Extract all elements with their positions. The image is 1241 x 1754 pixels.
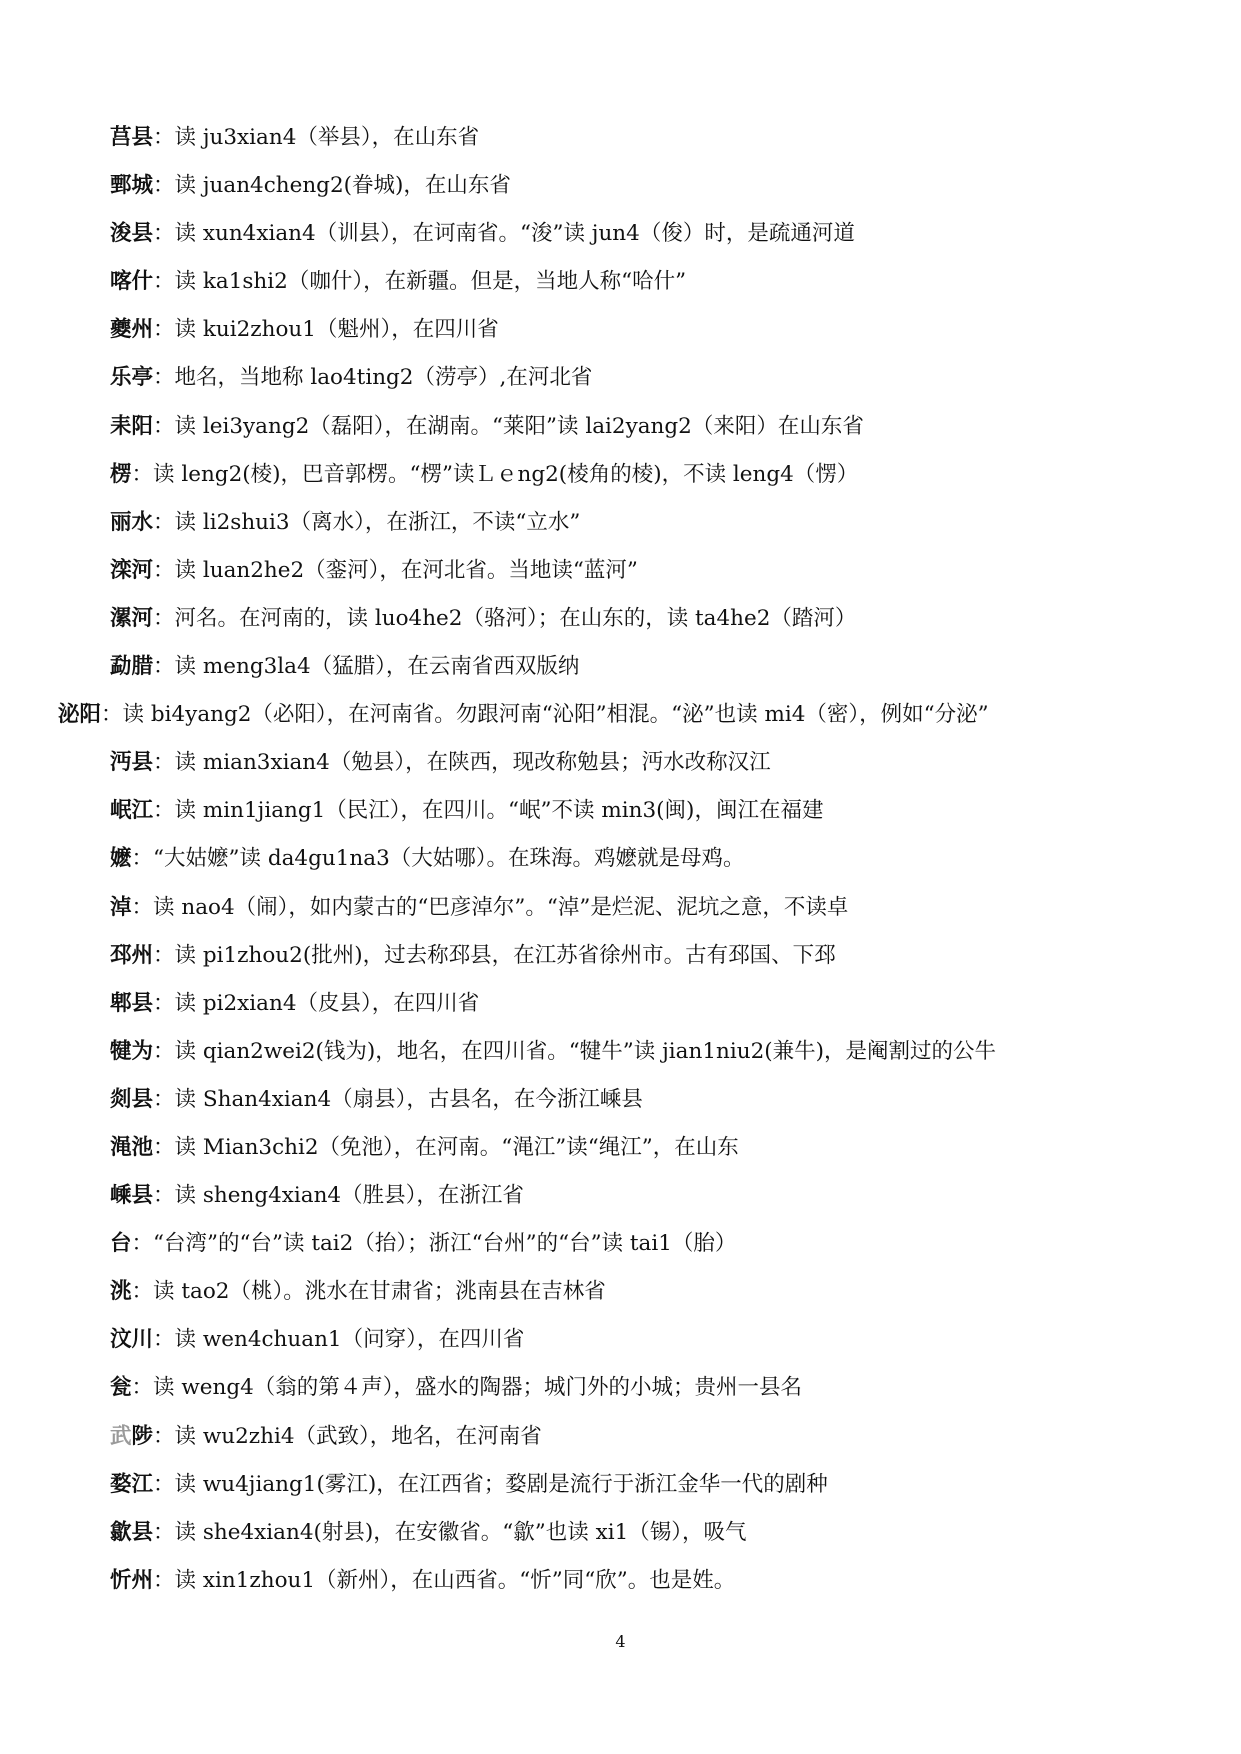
entry-term: 勐腊: [110, 654, 154, 680]
entry-separator: ：: [153, 365, 175, 391]
entry-description: 读 wu2zhi4（武致），地名，在河南省: [174, 1423, 542, 1449]
entry-separator: ：: [131, 1231, 154, 1257]
list-item: [0, 691, 1241, 739]
entry-description: “大姑嬷”读 da4gu1na3（大姑哪）。在珠海。鸡嬷就是母鸡。: [153, 846, 745, 872]
entry-separator: ：: [153, 557, 175, 583]
entry-separator: ：: [153, 173, 175, 199]
entry-term: 嵊县: [110, 1183, 154, 1209]
entry-separator: ：: [131, 1279, 154, 1305]
entry-description: 读 sheng4xian4（胜县），在浙江省: [174, 1183, 524, 1209]
entry-term: 台: [110, 1231, 132, 1257]
entry-separator: ：: [153, 605, 175, 631]
entry-separator: ：: [153, 509, 175, 535]
entry-term: 丽水: [110, 509, 154, 535]
list-item: [0, 1220, 1241, 1268]
list-item: [0, 162, 1241, 210]
entry-description: 读 Shan4xian4（扇县），古县名，在今浙江嵊县: [174, 1086, 643, 1112]
entry-description: 读 li2shui3（离水），在浙江，不读“立水”: [174, 509, 581, 535]
entry-term: 莒县: [110, 125, 154, 150]
entry-separator: ：: [153, 654, 175, 680]
entry-term: 鄄城: [110, 173, 154, 199]
entry-separator: ：: [153, 750, 175, 776]
entry-term: 岷江: [110, 798, 154, 824]
list-item: [0, 1413, 1241, 1461]
list-item: [0, 1028, 1241, 1076]
entry-separator: ：: [153, 221, 175, 247]
page-number: 4: [615, 1632, 626, 1651]
list-item: [0, 980, 1241, 1028]
list-item: [0, 547, 1241, 595]
entry-description: 读 xin1zhou1（新州），在山西省。“忻”同“欣”。也是姓。: [174, 1567, 736, 1593]
list-item: [0, 1124, 1241, 1172]
entry-separator: ：: [131, 846, 154, 872]
entry-term: 婺江: [110, 1471, 154, 1497]
list-item: [0, 1461, 1241, 1509]
entry-term: 汶川: [110, 1327, 154, 1353]
list-item: [0, 1268, 1241, 1316]
entry-description: 读 she4xian4(射县)，在安徽省。“歙”也读 xi1（锡），吸气: [174, 1519, 747, 1545]
entry-description: 读 qian2wei2(钱为)，地名，在四川省。“犍牛”读 jian1niu2(兼牛)，是阉割过的公牛: [174, 1038, 997, 1064]
entry-separator: ：: [153, 413, 175, 439]
entry-term: 耒阳: [110, 413, 154, 439]
entry-term: 夔州: [110, 317, 154, 343]
entry-term: 楞: [110, 461, 132, 487]
entry-term: 忻州: [110, 1567, 154, 1593]
list-item: [0, 354, 1241, 402]
list-item: [0, 739, 1241, 787]
list-item: [0, 1172, 1241, 1220]
entry-separator: ：: [153, 1183, 175, 1209]
entry-term: 沔县: [110, 750, 154, 776]
entry-separator: ：: [153, 1519, 175, 1545]
entry-description: 地名，当地称 lao4ting2（涝亭）,在河北省: [174, 365, 593, 391]
entry-term: 渑池: [110, 1134, 154, 1160]
list-item: [0, 643, 1241, 691]
entry-separator: ：: [153, 125, 175, 150]
entry-list: [0, 114, 1241, 1605]
entry-separator: ：: [153, 1471, 175, 1497]
entry-description: 读 xun4xian4（训县），在诃南省。“浚”读 jun4（俊）时，是疏通河道: [174, 221, 855, 247]
entry-term: 乐亭: [110, 365, 154, 391]
entry-description: 读 juan4cheng2(眷城)，在山东省: [174, 173, 511, 199]
entry-term: 漯河: [110, 605, 154, 631]
entry-separator: ：: [131, 461, 154, 487]
entry-description: 读 wen4chuan1（问穿），在四川省: [174, 1327, 525, 1353]
list-item: [0, 932, 1241, 980]
entry-separator: ：: [153, 1567, 175, 1593]
entry-separator: ：: [153, 942, 175, 968]
list-item: [0, 258, 1241, 306]
entry-separator: ：: [153, 1327, 175, 1353]
entry-term: 滦河: [110, 557, 154, 583]
entry-description: 读 meng3la4（猛腊），在云南省西双版纳: [174, 654, 580, 680]
list-item: [0, 1316, 1241, 1364]
entry-term-initial: 武: [110, 1423, 132, 1449]
entry-term: 剡县: [110, 1086, 154, 1112]
entry-description: 读 pi2xian4（皮县），在四川省: [174, 990, 480, 1016]
entry-separator: ：: [153, 990, 175, 1016]
entry-separator: ：: [101, 702, 123, 728]
entry-description: 读 ju3xian4（举县），在山东省: [174, 125, 480, 150]
entry-term: 武陟: [110, 1423, 154, 1449]
list-item: [0, 499, 1241, 547]
list-item: [0, 1557, 1241, 1605]
entry-term: 邳州: [110, 942, 154, 968]
entry-term: 嬷: [110, 846, 132, 872]
entry-description: 读 Mian3chi2（免池），在河南。“渑江”读“绳江”，在山东: [174, 1134, 739, 1160]
entry-term: 瓮: [110, 1375, 132, 1401]
list-item: [0, 1509, 1241, 1557]
entry-separator: ：: [153, 1134, 175, 1160]
entry-term: 郫县: [110, 990, 154, 1016]
entry-separator: ：: [153, 269, 175, 295]
list-item: [0, 595, 1241, 643]
entry-separator: ：: [131, 894, 154, 920]
entry-description: “台湾”的“台”读 tai2（抬）；浙江“台州”的“台”读 tai1（胎）: [153, 1231, 737, 1257]
list-item: [0, 114, 1241, 162]
entry-description: 读 luan2he2（銮河），在河北省。当地读“蓝河”: [174, 557, 638, 583]
entry-description: 读 wu4jiang1(雾江)，在江西省；婺剧是流行于浙江金华一代的剧种: [174, 1471, 828, 1497]
entry-description: 读 bi4yang2（必阳），在河南省。勿跟河南“沁阳”相混。“泌”也读 mi4（密），例如“分泌”: [122, 702, 989, 728]
entry-separator: ：: [153, 317, 175, 343]
list-item: [0, 787, 1241, 835]
list-item: [0, 306, 1241, 354]
list-item: [0, 1076, 1241, 1124]
entry-description: 读 lei3yang2（磊阳），在湖南。“莱阳”读 lai2yang2（来阳）在山东省: [174, 413, 864, 439]
entry-description: 读 pi1zhou2(批州)，过去称邳县，在江苏省徐州市。古有邳国、下邳: [174, 942, 836, 968]
entry-description: 河名。在河南的，读 luo4he2（骆河）；在山东的，读 ta4he2（踏河）: [174, 605, 857, 631]
list-item: [0, 835, 1241, 883]
list-item: [0, 210, 1241, 258]
entry-term: 泌阳: [58, 702, 102, 728]
entry-description: 读 ka1shi2（咖什），在新疆。但是，当地人称“哈什”: [174, 269, 687, 295]
entry-term: 歙县: [110, 1519, 154, 1545]
entry-description: 读 min1jiang1（民江），在四川。“岷”不读 min3(闽)，闽江在福建: [174, 798, 824, 824]
entry-separator: ：: [131, 1375, 154, 1401]
list-item: [0, 403, 1241, 451]
entry-description: 读 weng4（翁的第４声），盛水的陶器；城门外的小城；贵州一县名: [153, 1375, 803, 1401]
entry-description: 读 kui2zhou1（魁州），在四川省: [174, 317, 499, 343]
list-item: [0, 884, 1241, 932]
list-item: [0, 1364, 1241, 1412]
entry-term: 洮: [110, 1279, 132, 1305]
entry-description: 读 leng2(棱)，巴音郭楞。“楞”读Ｌｅng2(棱角的棱)，不读 leng4（愣）: [153, 461, 859, 487]
entry-description: 读 mian3xian4（勉县），在陕西，现改称勉县；沔水改称汉江: [174, 750, 771, 776]
entry-term: 淖: [110, 894, 132, 920]
entry-term: 犍为: [110, 1038, 154, 1064]
entry-separator: ：: [153, 1423, 175, 1449]
entry-description: 读 tao2（桃）。洮水在甘肃省；洮南县在吉林省: [153, 1279, 606, 1305]
entry-separator: ：: [153, 798, 175, 824]
entry-separator: ：: [153, 1038, 175, 1064]
entry-term: 浚县: [110, 221, 154, 247]
entry-separator: ：: [153, 1086, 175, 1112]
list-item: [0, 451, 1241, 499]
entry-description: 读 nao4（闹），如内蒙古的“巴彦淖尔”。“淖”是烂泥、泥坑之意，不读卓: [153, 894, 849, 920]
entry-term: 喀什: [110, 269, 154, 295]
